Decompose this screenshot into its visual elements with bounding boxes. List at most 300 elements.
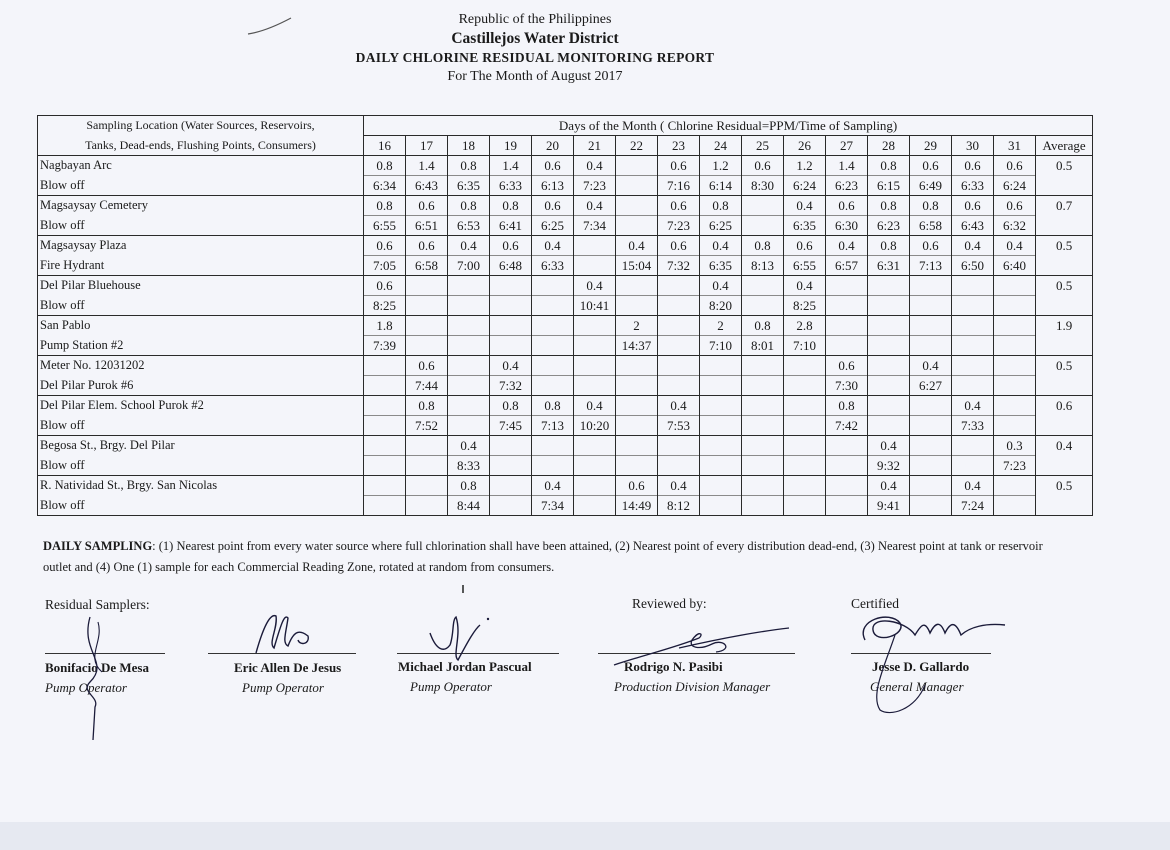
ppm-cell xyxy=(616,396,658,416)
time-cell: 7:45 xyxy=(490,416,532,436)
time-cell: 6:55 xyxy=(364,216,406,236)
time-cell: 6:27 xyxy=(910,376,952,396)
time-cell xyxy=(448,376,490,396)
ppm-cell: 0.8 xyxy=(490,196,532,216)
ppm-cell xyxy=(364,476,406,496)
signatory-role-1: Pump Operator xyxy=(45,680,127,695)
time-cell: 6:35 xyxy=(784,216,826,236)
table-row xyxy=(38,296,1093,316)
ppm-cell xyxy=(574,316,616,336)
table-row xyxy=(38,236,1093,256)
day-header-20: 20 xyxy=(532,136,574,156)
time-cell: 6:43 xyxy=(406,176,448,196)
ppm-cell: 0.8 xyxy=(364,156,406,176)
time-cell: 7:13 xyxy=(532,416,574,436)
ppm-cell: 1.4 xyxy=(490,156,532,176)
time-cell xyxy=(532,376,574,396)
ppm-cell: 0.6 xyxy=(952,196,994,216)
ppm-cell xyxy=(658,356,700,376)
time-cell xyxy=(868,336,910,356)
location-type: Blow off xyxy=(38,216,364,236)
time-cell xyxy=(742,416,784,436)
time-cell: 6:24 xyxy=(994,176,1036,196)
ppm-cell xyxy=(868,356,910,376)
ppm-cell: 0.6 xyxy=(658,236,700,256)
reviewed-by-label: Reviewed by: xyxy=(632,596,707,611)
ppm-cell xyxy=(490,276,532,296)
ppm-cell xyxy=(700,436,742,456)
time-cell: 7:32 xyxy=(658,256,700,276)
time-cell xyxy=(994,496,1036,516)
ppm-cell: 0.8 xyxy=(868,196,910,216)
ppm-cell xyxy=(700,356,742,376)
ppm-cell xyxy=(742,436,784,456)
ppm-cell: 0.4 xyxy=(574,156,616,176)
table-row xyxy=(38,496,1093,516)
samplers-label: Residual Samplers: xyxy=(45,597,150,612)
location-type: Blow off xyxy=(38,456,364,476)
ppm-cell: 0.6 xyxy=(658,156,700,176)
time-cell: 6:55 xyxy=(784,256,826,276)
ppm-cell: 0.4 xyxy=(532,236,574,256)
ppm-cell xyxy=(364,436,406,456)
day-header-31: 31 xyxy=(994,136,1036,156)
ppm-cell: 0.6 xyxy=(490,236,532,256)
ppm-cell xyxy=(658,276,700,296)
time-cell xyxy=(448,336,490,356)
ppm-cell: 2 xyxy=(616,316,658,336)
signatory-role-5: General Manager xyxy=(870,679,964,694)
time-cell: 6:30 xyxy=(826,216,868,236)
table-row xyxy=(38,216,1093,236)
ppm-cell xyxy=(490,316,532,336)
ppm-cell: 0.6 xyxy=(406,236,448,256)
ppm-cell xyxy=(952,316,994,336)
day-header-24: 24 xyxy=(700,136,742,156)
time-cell: 7:30 xyxy=(826,376,868,396)
table-row xyxy=(38,196,1093,216)
average-cell: 0.5 xyxy=(1036,276,1093,296)
ppm-cell xyxy=(742,476,784,496)
time-cell: 9:32 xyxy=(868,456,910,476)
ppm-cell: 2 xyxy=(700,316,742,336)
ppm-cell: 0.8 xyxy=(826,396,868,416)
time-cell xyxy=(784,456,826,476)
time-cell: 6:40 xyxy=(994,256,1036,276)
time-cell: 15:04 xyxy=(616,256,658,276)
average-cell: 0.5 xyxy=(1036,156,1093,176)
signatory-name-5: Jesse D. Gallardo xyxy=(872,659,970,674)
ppm-cell xyxy=(700,396,742,416)
ppm-cell xyxy=(910,316,952,336)
time-cell xyxy=(994,376,1036,396)
time-cell xyxy=(742,216,784,236)
day-header-25: 25 xyxy=(742,136,784,156)
ppm-cell xyxy=(952,436,994,456)
ppm-cell xyxy=(784,396,826,416)
ppm-cell: 0.4 xyxy=(448,436,490,456)
time-cell xyxy=(868,376,910,396)
signatory-role-3: Pump Operator xyxy=(410,679,492,694)
ppm-cell xyxy=(364,396,406,416)
time-cell xyxy=(616,216,658,236)
day-header-23: 23 xyxy=(658,136,700,156)
day-header-17: 17 xyxy=(406,136,448,156)
ppm-cell: 0.6 xyxy=(826,356,868,376)
time-cell xyxy=(826,296,868,316)
signature-5-icon xyxy=(845,605,1015,720)
ppm-cell: 0.8 xyxy=(448,476,490,496)
ppm-cell xyxy=(532,276,574,296)
stray-pen-mark-icon xyxy=(246,14,296,38)
time-cell xyxy=(742,496,784,516)
ppm-cell: 0.8 xyxy=(742,236,784,256)
time-cell: 7:53 xyxy=(658,416,700,436)
table-row xyxy=(38,376,1093,396)
location-type: Blow off xyxy=(38,496,364,516)
time-cell xyxy=(574,456,616,476)
signature-3-icon xyxy=(422,605,502,665)
table-row xyxy=(38,316,1093,336)
average-cell-blank xyxy=(1036,496,1093,516)
signature-4-icon xyxy=(604,620,794,670)
time-cell: 7:52 xyxy=(406,416,448,436)
time-cell xyxy=(616,456,658,476)
day-header-21: 21 xyxy=(574,136,616,156)
time-cell: 6:35 xyxy=(448,176,490,196)
ppm-cell xyxy=(616,436,658,456)
ppm-cell xyxy=(574,476,616,496)
time-cell xyxy=(910,416,952,436)
day-header-30: 30 xyxy=(952,136,994,156)
average-cell-blank xyxy=(1036,376,1093,396)
time-cell xyxy=(658,456,700,476)
ppm-cell: 0.4 xyxy=(784,276,826,296)
time-cell: 8:33 xyxy=(448,456,490,476)
time-cell: 6:25 xyxy=(532,216,574,236)
signatory-name-1: Bonifacio De Mesa xyxy=(45,660,149,675)
ppm-cell xyxy=(784,436,826,456)
time-cell: 7:05 xyxy=(364,256,406,276)
average-cell: 0.4 xyxy=(1036,436,1093,456)
ppm-cell xyxy=(490,436,532,456)
ppm-cell xyxy=(658,436,700,456)
time-cell xyxy=(826,456,868,476)
time-cell xyxy=(364,456,406,476)
ppm-cell xyxy=(448,396,490,416)
day-header-26: 26 xyxy=(784,136,826,156)
time-cell xyxy=(868,416,910,436)
time-cell xyxy=(448,416,490,436)
ppm-cell: 0.4 xyxy=(826,236,868,256)
ppm-cell xyxy=(574,436,616,456)
location-header-line-2: Tanks, Dead-ends, Flushing Points, Consumers) xyxy=(38,136,364,156)
ppm-cell xyxy=(868,276,910,296)
location-type: Blow off xyxy=(38,416,364,436)
ppm-cell: 0.4 xyxy=(868,436,910,456)
ppm-cell: 0.3 xyxy=(994,436,1036,456)
ppm-cell: 0.4 xyxy=(448,236,490,256)
table-header-row-1 xyxy=(38,116,1093,136)
time-cell: 6:24 xyxy=(784,176,826,196)
table-row xyxy=(38,276,1093,296)
ppm-cell xyxy=(784,476,826,496)
notes-label: DAILY SAMPLING xyxy=(43,539,153,553)
time-cell xyxy=(910,456,952,476)
time-cell xyxy=(574,496,616,516)
time-cell: 7:23 xyxy=(994,456,1036,476)
time-cell xyxy=(994,336,1036,356)
ppm-cell: 1.8 xyxy=(364,316,406,336)
ppm-cell xyxy=(616,156,658,176)
ppm-cell: 0.6 xyxy=(994,196,1036,216)
report-title: DAILY CHLORINE RESIDUAL MONITORING REPORT xyxy=(355,50,715,65)
time-cell xyxy=(616,376,658,396)
ppm-cell xyxy=(826,476,868,496)
location-name: Begosa St., Brgy. Del Pilar xyxy=(38,436,364,456)
ppm-cell xyxy=(868,396,910,416)
time-cell: 6:53 xyxy=(448,216,490,236)
time-cell: 6:48 xyxy=(490,256,532,276)
certified-label: Certified xyxy=(851,596,899,611)
time-cell: 8:30 xyxy=(742,176,784,196)
average-cell: 0.5 xyxy=(1036,356,1093,376)
table-row xyxy=(38,396,1093,416)
time-cell xyxy=(868,296,910,316)
ppm-cell: 0.6 xyxy=(364,236,406,256)
time-cell xyxy=(742,296,784,316)
time-cell: 6:33 xyxy=(490,176,532,196)
ppm-cell: 0.6 xyxy=(616,476,658,496)
time-cell: 14:49 xyxy=(616,496,658,516)
tick-mark-icon xyxy=(461,584,465,594)
ppm-cell: 0.6 xyxy=(784,236,826,256)
ppm-cell: 0.6 xyxy=(952,156,994,176)
time-cell xyxy=(700,456,742,476)
time-cell xyxy=(700,376,742,396)
average-cell-blank xyxy=(1036,256,1093,276)
signatory-role-4: Production Division Manager xyxy=(614,679,771,694)
time-cell: 6:43 xyxy=(952,216,994,236)
ppm-cell xyxy=(700,476,742,496)
ppm-cell: 0.4 xyxy=(658,396,700,416)
location-name: Nagbayan Arc xyxy=(38,156,364,176)
ppm-cell xyxy=(784,356,826,376)
time-cell: 6:57 xyxy=(826,256,868,276)
location-name: Magsaysay Plaza xyxy=(38,236,364,256)
day-header-28: 28 xyxy=(868,136,910,156)
location-type: Pump Station #2 xyxy=(38,336,364,356)
time-cell xyxy=(910,296,952,316)
ppm-cell: 0.6 xyxy=(826,196,868,216)
average-cell-blank xyxy=(1036,336,1093,356)
signatory-name-4: Rodrigo N. Pasibi xyxy=(624,659,723,674)
time-cell: 7:13 xyxy=(910,256,952,276)
ppm-cell: 0.8 xyxy=(448,156,490,176)
time-cell: 9:41 xyxy=(868,496,910,516)
ppm-cell xyxy=(826,436,868,456)
time-cell xyxy=(574,256,616,276)
time-cell xyxy=(616,176,658,196)
chlorine-residual-table xyxy=(37,115,1093,516)
ppm-cell: 0.6 xyxy=(742,156,784,176)
ppm-cell xyxy=(532,356,574,376)
ppm-cell xyxy=(406,476,448,496)
ppm-cell: 0.8 xyxy=(532,396,574,416)
ppm-cell xyxy=(532,436,574,456)
time-cell: 6:50 xyxy=(952,256,994,276)
ppm-cell xyxy=(574,236,616,256)
ppm-cell: 0.4 xyxy=(952,476,994,496)
ppm-cell: 0.4 xyxy=(700,236,742,256)
location-name: Del Pilar Elem. School Purok #2 xyxy=(38,396,364,416)
ppm-cell: 0.8 xyxy=(700,196,742,216)
signature-1-icon xyxy=(60,612,130,742)
ppm-cell xyxy=(826,316,868,336)
ppm-cell: 0.4 xyxy=(994,236,1036,256)
ppm-cell xyxy=(616,356,658,376)
ppm-cell: 0.4 xyxy=(658,476,700,496)
ppm-cell: 0.8 xyxy=(448,196,490,216)
ppm-cell xyxy=(658,316,700,336)
time-cell xyxy=(742,376,784,396)
ppm-cell xyxy=(448,276,490,296)
average-cell-blank xyxy=(1036,216,1093,236)
time-cell xyxy=(406,496,448,516)
time-cell xyxy=(826,496,868,516)
table-body xyxy=(38,156,1093,516)
location-header-line-1: Sampling Location (Water Sources, Reservoirs, xyxy=(38,116,364,136)
time-cell: 8:20 xyxy=(700,296,742,316)
time-cell: 7:16 xyxy=(658,176,700,196)
ppm-cell: 0.6 xyxy=(658,196,700,216)
ppm-cell: 0.8 xyxy=(490,396,532,416)
time-cell: 7:24 xyxy=(952,496,994,516)
ppm-cell: 1.4 xyxy=(406,156,448,176)
ppm-cell: 0.8 xyxy=(910,196,952,216)
time-cell: 6:41 xyxy=(490,216,532,236)
table-row xyxy=(38,356,1093,376)
table-row xyxy=(38,256,1093,276)
time-cell xyxy=(364,376,406,396)
time-cell: 10:20 xyxy=(574,416,616,436)
time-cell xyxy=(826,336,868,356)
location-name: R. Natividad St., Brgy. San Nicolas xyxy=(38,476,364,496)
ppm-cell: 0.4 xyxy=(490,356,532,376)
time-cell xyxy=(784,496,826,516)
ppm-cell xyxy=(532,316,574,336)
time-cell: 8:12 xyxy=(658,496,700,516)
location-name: San Pablo xyxy=(38,316,364,336)
ppm-cell: 0.6 xyxy=(406,196,448,216)
average-cell: 0.7 xyxy=(1036,196,1093,216)
time-cell xyxy=(490,336,532,356)
ppm-cell xyxy=(406,316,448,336)
table-row xyxy=(38,336,1093,356)
ppm-cell: 0.4 xyxy=(532,476,574,496)
ppm-cell: 1.2 xyxy=(784,156,826,176)
time-cell: 6:58 xyxy=(910,216,952,236)
notes-text: : (1) Nearest point from every water source where full chlorination shall have been attained, (2) Nearest point of every distribution dead-end, (3) Nearest point at tank or reservoir outlet and (4) One (1) sample for each Commercial Reading Zone, rotated at random from consumers. xyxy=(43,539,1043,574)
time-cell: 7:23 xyxy=(658,216,700,236)
ppm-cell xyxy=(364,356,406,376)
average-cell-blank xyxy=(1036,296,1093,316)
time-cell xyxy=(952,376,994,396)
ppm-cell xyxy=(406,276,448,296)
average-cell-blank xyxy=(1036,456,1093,476)
average-cell: 0.5 xyxy=(1036,476,1093,496)
report-header xyxy=(0,10,1070,86)
time-cell: 6:15 xyxy=(868,176,910,196)
ppm-cell: 0.6 xyxy=(532,156,574,176)
average-cell: 1.9 xyxy=(1036,316,1093,336)
time-cell: 7:10 xyxy=(700,336,742,356)
time-cell xyxy=(994,416,1036,436)
time-cell xyxy=(910,336,952,356)
day-header-16: 16 xyxy=(364,136,406,156)
time-cell: 7:00 xyxy=(448,256,490,276)
time-cell: 8:25 xyxy=(784,296,826,316)
time-cell: 7:23 xyxy=(574,176,616,196)
ppm-cell xyxy=(952,276,994,296)
location-type: Blow off xyxy=(38,176,364,196)
time-cell: 6:25 xyxy=(700,216,742,236)
signatory-name-3: Michael Jordan Pascual xyxy=(398,659,532,674)
location-name: Del Pilar Bluehouse xyxy=(38,276,364,296)
time-cell xyxy=(490,456,532,476)
time-cell xyxy=(616,416,658,436)
time-cell xyxy=(700,416,742,436)
time-cell: 8:01 xyxy=(742,336,784,356)
location-type: Del Pilar Purok #6 xyxy=(38,376,364,396)
time-cell: 7:34 xyxy=(532,496,574,516)
ppm-cell xyxy=(574,356,616,376)
average-cell: 0.5 xyxy=(1036,236,1093,256)
ppm-cell xyxy=(616,276,658,296)
ppm-cell xyxy=(448,356,490,376)
time-cell xyxy=(448,296,490,316)
ppm-cell xyxy=(742,396,784,416)
ppm-cell: 1.2 xyxy=(700,156,742,176)
average-header: Average xyxy=(1036,136,1093,156)
district-name: Castillejos Water District xyxy=(451,30,619,47)
ppm-cell: 0.6 xyxy=(364,276,406,296)
table-row xyxy=(38,456,1093,476)
time-cell xyxy=(658,376,700,396)
ppm-cell xyxy=(868,316,910,336)
time-cell: 7:34 xyxy=(574,216,616,236)
time-cell: 8:25 xyxy=(364,296,406,316)
ppm-cell: 0.4 xyxy=(574,276,616,296)
ppm-cell xyxy=(994,396,1036,416)
time-cell: 7:39 xyxy=(364,336,406,356)
table-row xyxy=(38,476,1093,496)
ppm-cell xyxy=(742,356,784,376)
ppm-cell xyxy=(490,476,532,496)
time-cell: 6:31 xyxy=(868,256,910,276)
time-cell xyxy=(490,296,532,316)
time-cell: 7:42 xyxy=(826,416,868,436)
time-cell: 8:44 xyxy=(448,496,490,516)
location-name: Meter No. 12031202 xyxy=(38,356,364,376)
time-cell: 6:23 xyxy=(826,176,868,196)
time-cell: 14:37 xyxy=(616,336,658,356)
time-cell xyxy=(532,456,574,476)
ppm-cell xyxy=(994,356,1036,376)
ppm-cell: 0.4 xyxy=(910,356,952,376)
time-cell xyxy=(742,456,784,476)
ppm-cell: 1.4 xyxy=(826,156,868,176)
